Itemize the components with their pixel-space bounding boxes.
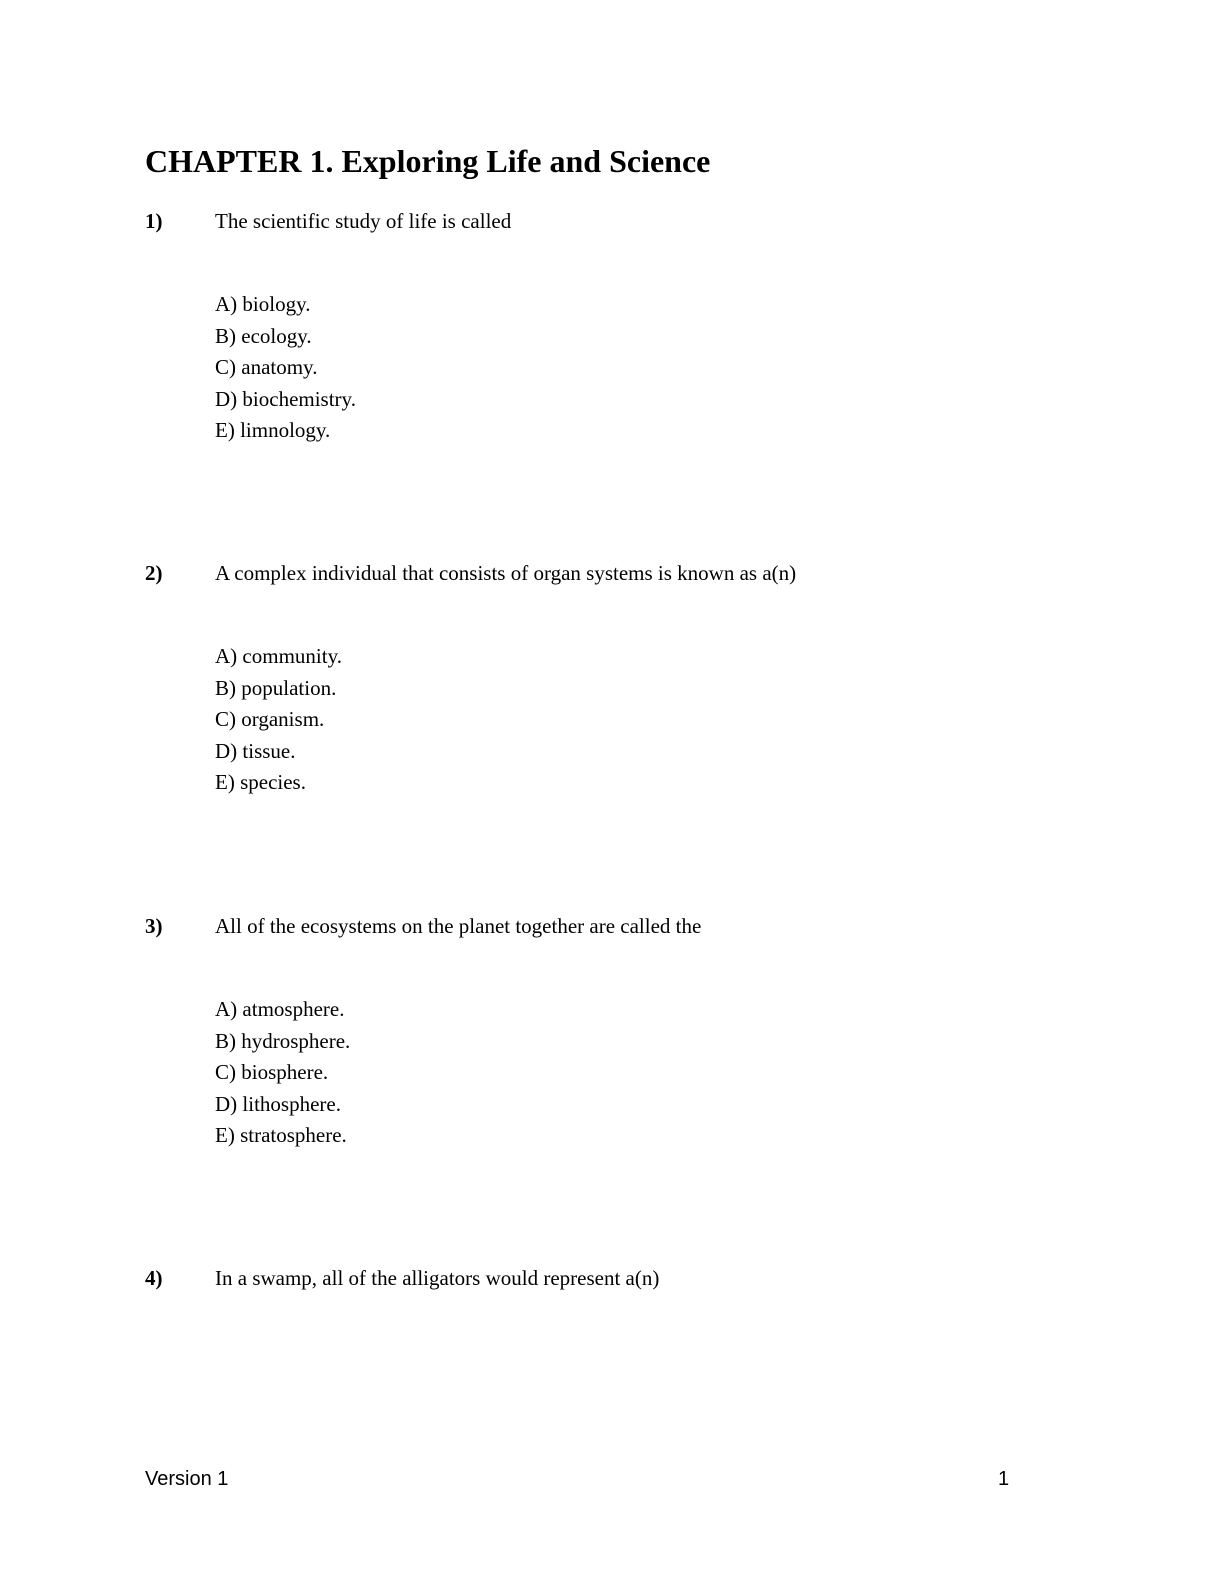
choice-b: B) hydrosphere.	[215, 1028, 351, 1053]
choice-a: A) biology.	[215, 292, 311, 316]
choice-d: D) biochemistry.	[215, 386, 356, 411]
question-number: 1)	[145, 209, 163, 233]
footer-version: Version 1	[145, 1468, 229, 1490]
choice-c: C) anatomy.	[215, 355, 318, 379]
question-text: In a swamp, all of the alligators would represent a(n)	[215, 1266, 660, 1290]
choice-c: C) organism.	[215, 707, 325, 731]
question-number: 2)	[145, 561, 163, 585]
question-number: 3)	[145, 914, 163, 938]
choice-e: E) species.	[215, 770, 306, 794]
choice-b: B) ecology.	[215, 323, 312, 348]
question-text: A complex individual that consists of organ systems is known as a(n)	[215, 561, 797, 585]
choice-a: A) community.	[215, 644, 342, 668]
choice-e: E) stratosphere.	[215, 1123, 347, 1147]
answer-choices	[215, 641, 342, 799]
chapter-title: CHAPTER 1. Exploring Life and Science	[145, 143, 711, 179]
page-number: 1	[998, 1468, 1010, 1490]
answer-choices	[215, 289, 356, 447]
question-text: The scientific study of life is called	[215, 209, 512, 233]
choice-b: B) population.	[215, 675, 337, 700]
choice-d: D) lithosphere.	[215, 1091, 341, 1116]
question-number: 4)	[145, 1266, 163, 1290]
question-text: All of the ecosystems on the planet together are called the	[215, 914, 702, 938]
choice-c: C) biosphere.	[215, 1060, 329, 1084]
choice-d: D) tissue.	[215, 738, 296, 763]
choice-a: A) atmosphere.	[215, 997, 345, 1021]
choice-e: E) limnology.	[215, 418, 331, 442]
answer-choices	[215, 994, 350, 1152]
